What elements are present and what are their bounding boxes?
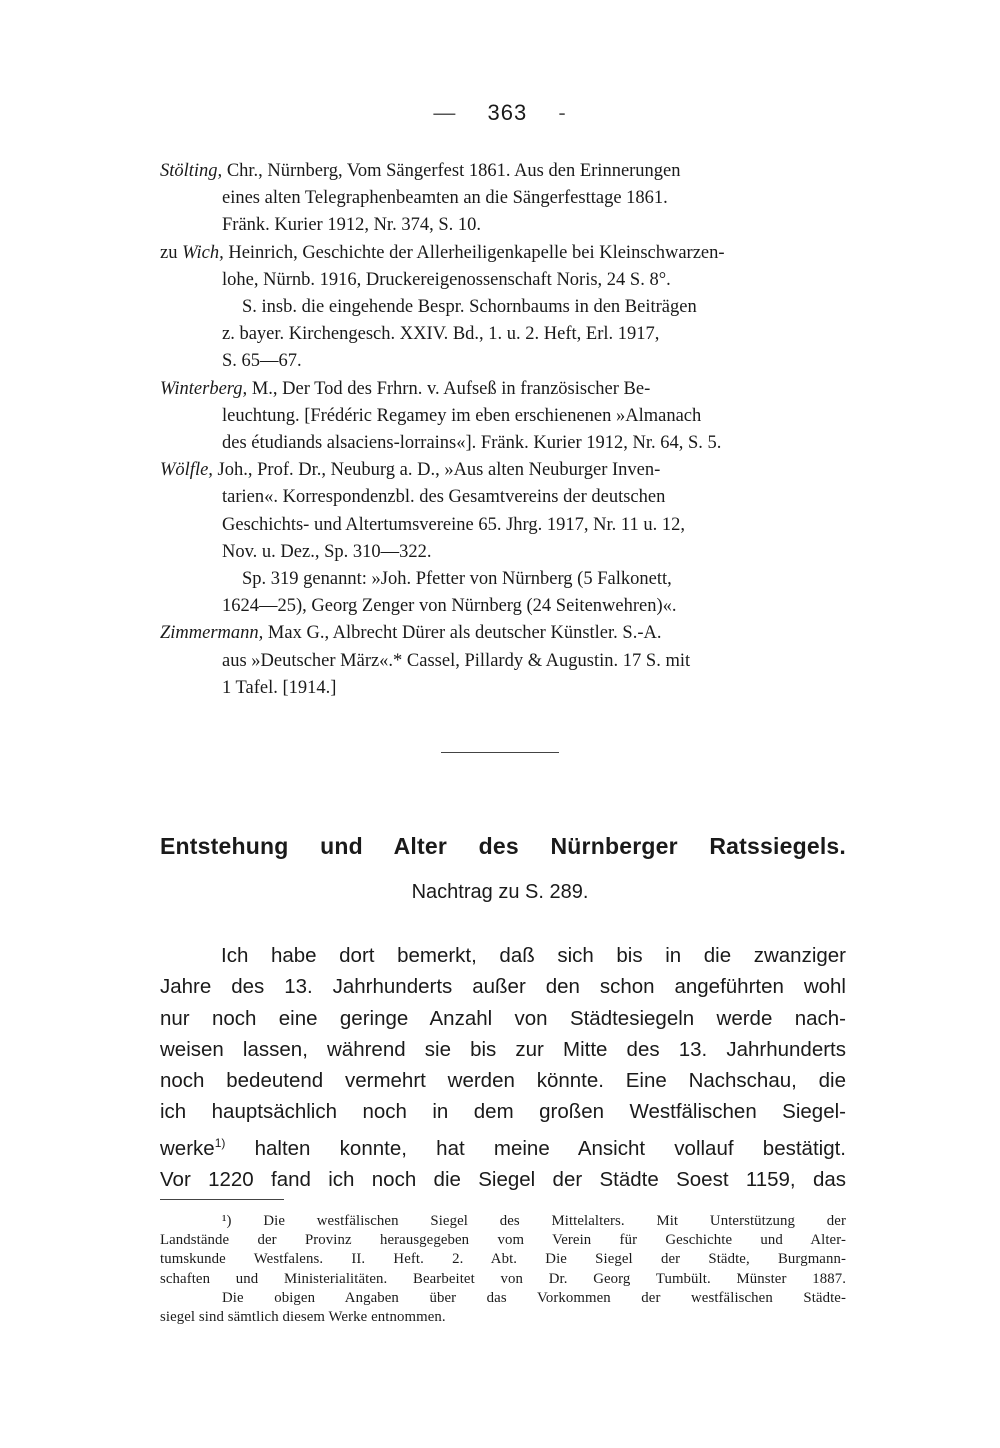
bib-line: Nov. u. Dez., Sp. 310—322. (222, 541, 432, 562)
bib-line: Fränk. Kurier 1912, Nr. 374, S. 10. (222, 215, 481, 236)
bib-author: Stölting, (160, 161, 223, 181)
body-line: Jahre des 13. Jahrhunderts außer den schon angeführten wohl (160, 975, 846, 999)
bib-line: aus »Deutscher März«.* Cassel, Pillardy & Augustin. 17 S. mit (222, 650, 691, 671)
footnote-line: Landstände der Provinz herausgegeben vom Verein für Geschichte und Alter- (160, 1232, 846, 1249)
bib-entry-zimmermann (160, 620, 846, 702)
bib-line: des étudiands alsaciens-lorrains«]. Fränk. Kurier 1912, Nr. 64, S. 5. (222, 433, 722, 454)
footnote-text: Die westfälischen Siegel des Mittelalters. Mit Unterstützung der (231, 1213, 846, 1229)
bib-line: Geschichts- und Altertumsvereine 65. Jhrg. 1917, Nr. 11 u. 12, (222, 514, 685, 535)
footnote-reference: 1) (214, 1135, 226, 1150)
footnote-marker: ¹) (222, 1213, 232, 1229)
bib-text: Chr., Nürnberg, Vom Sängerfest 1861. Aus den Erinnerungen (222, 161, 681, 181)
bib-note-line: S. 65—67. (222, 351, 302, 372)
bib-entry-winterberg (160, 376, 846, 458)
section-subtitle: Nachtrag zu S. 289. (411, 881, 589, 903)
bib-note-line: z. bayer. Kirchengesch. XXIV. Bd., 1. u. 2. Heft, Erl. 1917, (222, 324, 660, 345)
footnote-rule (160, 1199, 284, 1200)
body-line: ich hauptsächlich noch in dem großen Westfälischen Siegel- (160, 1100, 846, 1124)
section-title: Entstehung und Alter des Nürnberger Ratssiegels. (160, 833, 846, 859)
bib-line (160, 620, 846, 647)
header-dash-right: - (558, 100, 567, 125)
body-line: Vor 1220 fand ich noch die Siegel der Städte Soest 1159, das (160, 1167, 846, 1191)
body-line (160, 1128, 846, 1164)
bib-note-line: 1624—25), Georg Zenger von Nürnberg (24 Seitenwehren)«. (222, 596, 677, 617)
bib-note-line: S. insb. die eingehende Bespr. Schornbaums in den Beiträgen (242, 297, 697, 318)
bib-line (160, 158, 846, 185)
bibliography-list (160, 158, 846, 702)
bib-author: Winterberg, (160, 378, 248, 399)
bib-text: M., Der Tod des Frhrn. v. Aufseß in französischer Be- (247, 378, 651, 399)
footnotes (160, 1212, 846, 1327)
bib-author: Zimmermann, (160, 623, 264, 644)
bib-line (160, 457, 846, 484)
bib-line: leuchtung. [Frédéric Regamey im eben erschienenen »Almanach (222, 405, 702, 426)
bib-entry-stoelting (160, 158, 846, 240)
footnote-line (160, 1212, 846, 1231)
body-paragraph (160, 940, 846, 1195)
page-header (0, 100, 1000, 126)
bib-entry-wich (160, 240, 846, 376)
footnote-line: schaften und Ministerialitäten. Bearbeitet von Dr. Georg Tumbült. Münster 1887. (160, 1270, 846, 1287)
bib-line (160, 240, 846, 267)
bib-text: Joh., Prof. Dr., Neuburg a. D., »Aus alten Neuburger Inven- (212, 460, 661, 481)
bib-text: Max G., Albrecht Dürer als deutscher Künstler. S.-A. (263, 623, 662, 644)
bib-note-line: Sp. 319 genannt: »Joh. Pfetter von Nürnberg (5 Falkonett, (242, 569, 672, 590)
body-line: nur noch eine geringe Anzahl von Städtesiegeln werde nach- (160, 1006, 846, 1030)
body-line: Ich habe dort bemerkt, daß sich bis in die zwanziger (221, 944, 846, 967)
bib-author: Wich, (182, 242, 224, 263)
bib-line: eines alten Telegraphenbeamten an die Sängerfesttage 1861. (222, 188, 668, 209)
page-number: 363 (487, 100, 528, 125)
body-text: werke (160, 1136, 215, 1160)
body-line: weisen lassen, während sie bis zur Mitte des 13. Jahrhunderts (160, 1037, 846, 1061)
bib-text: Heinrich, Geschichte der Allerheiligenkapelle bei Kleinschwarzen- (223, 242, 725, 263)
body-text: halten konnte, hat meine Ansicht vollauf bestätigt. (225, 1136, 846, 1160)
bib-line: lohe, Nürnb. 1916, Druckereigenossenschaft Noris, 24 S. 8°. (222, 269, 671, 290)
header-dash-left: — (433, 100, 457, 125)
footnote-note-line: siegel sind sämtlich diesem Werke entnommen. (160, 1309, 446, 1326)
bib-prefix: zu (160, 242, 183, 263)
section-divider (441, 752, 559, 753)
footnote-line: tumskunde Westfalens. II. Heft. 2. Abt. Die Siegel der Städte, Burgmann- (160, 1251, 846, 1268)
body-line: noch bedeutend vermehrt werden könnte. Eine Nachschau, die (160, 1069, 846, 1093)
bib-line: tarien«. Korrespondenzbl. des Gesamtvereins der deutschen (222, 487, 666, 508)
bib-line: 1 Tafel. [1914.] (222, 677, 337, 698)
footnote-note-line: Die obigen Angaben über das Vorkommen der westfälischen Städte- (222, 1289, 846, 1306)
bib-line (160, 376, 846, 403)
bib-author: Wölfle, (160, 460, 213, 481)
bib-entry-woelfle (160, 457, 846, 620)
